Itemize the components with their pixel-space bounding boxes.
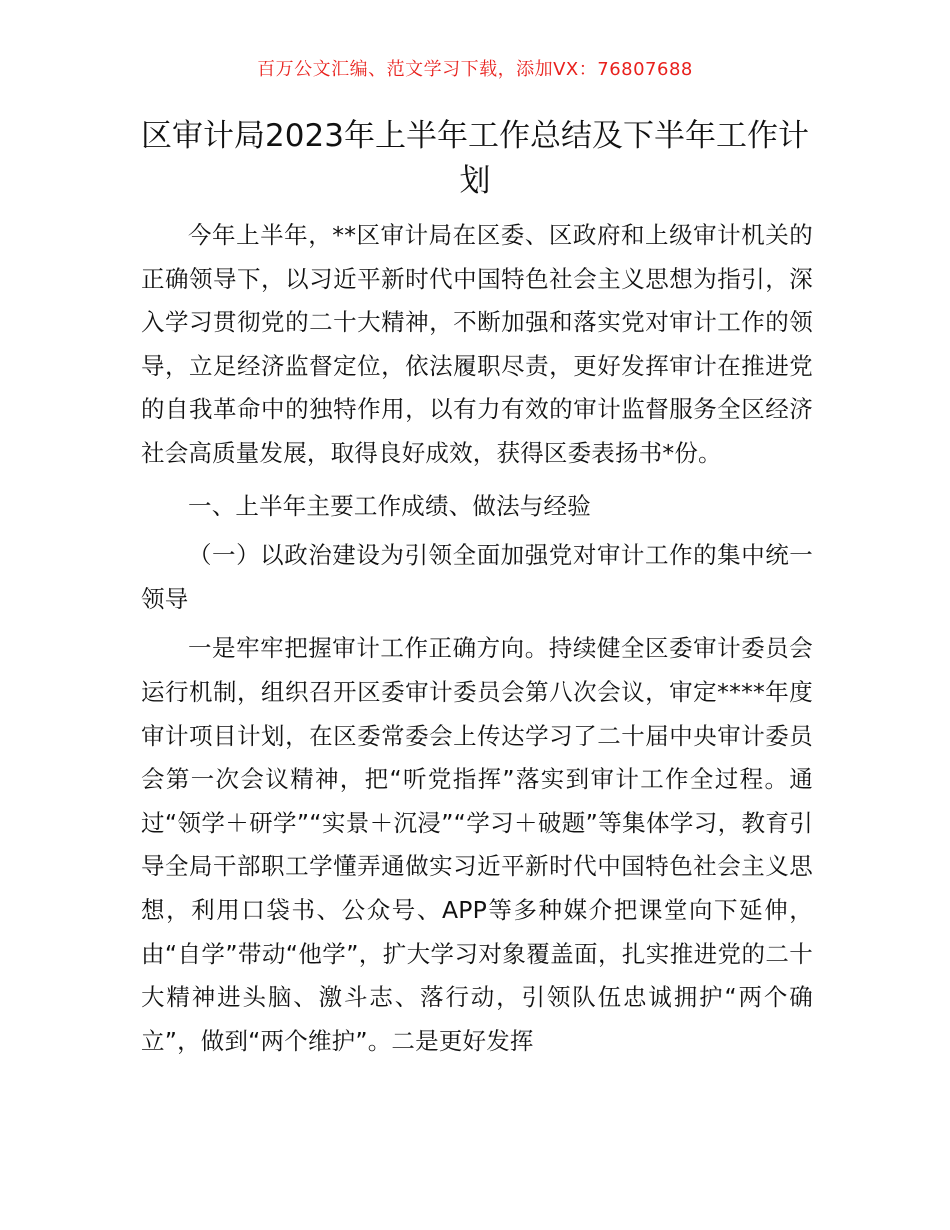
section-heading-1: 一、上半年主要工作成绩、做法与经验 (188, 491, 591, 520)
header-watermark-note: 百万公文汇编、范文学习下载，添加VX：76807688 (257, 59, 693, 80)
subsection-heading-1: （一）以政治建设为引领全面加强党对审计工作的集中统一领导 (141, 541, 813, 613)
document-title: 区审计局2023年上半年工作总结及下半年工作计划 (141, 118, 809, 199)
intro-paragraph: 今年上半年，**区审计局在区委、区政府和上级审计机关的正确领导下，以习近平新时代中国特色社会主义思想为指引，深入学习贯彻党的二十大精神，不断加强和落实党对审计工作的领导，立足经济监督定位，依法履职尽责，更好发挥审计在推进党的自我革命中的独特作用，以有力有效的审计监督服务全区经济社会高质量发展，取得良好成效，获得区委表扬书*份。 (141, 221, 813, 467)
body-paragraph-1: 一是牢牢把握审计工作正确方向。持续健全区委审计委员会运行机制，组织召开区委审计委员会第八次会议，审定****年度审计项目计划，在区委常委会上传达学习了二十届中央审计委员会第一次会议精神，把“听党指挥”落实到审计工作全过程。通过“领学＋研学”“实景＋沉浸”“学习＋破题”等集体学习，教育引导全局干部职工学懂弄通做实习近平新时代中国特色社会主义思想，利用口袋书、公众号、APP等多种媒介把课堂向下延伸，由“自学”带动“他学”，扩大学习对象覆盖面，扎实推进党的二十大精神进头脑、激斗志、落行动，引领队伍忠诚拥护“两个确立”，做到“两个维护”。二是更好发挥 (141, 634, 813, 1055)
document-body (141, 214, 813, 1063)
